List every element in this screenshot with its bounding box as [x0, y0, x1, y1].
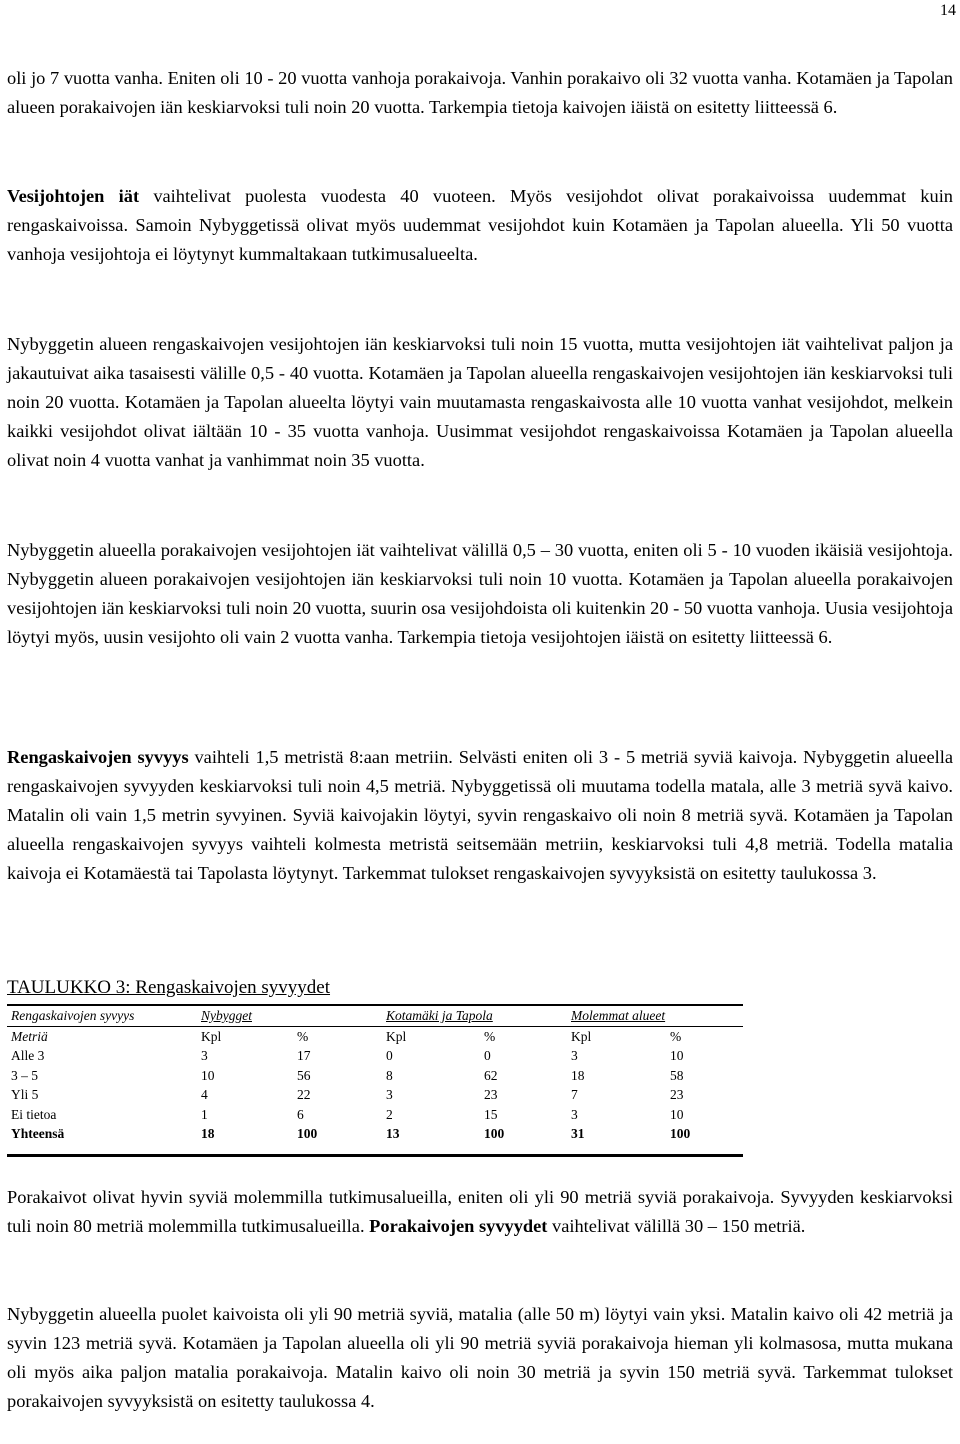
table-total-cell: Yhteensä [11, 1126, 65, 1141]
table-total-cell: 100 [484, 1126, 505, 1141]
keyword-drilled-well-depth: Porakaivojen syvyydet [369, 1216, 548, 1236]
table-header-depth: Rengaskaivojen syvyys [7, 1005, 197, 1026]
paragraph-well-ages: oli jo 7 vuotta vanha. Eniten oli 10 - 20 vuotta vanhoja porakaivoja. Vanhin porakaivo oli 32 vuotta vanha. Kotamäen ja Tapolan alueen porakaivojen iän keskiarvoksi tuli noin 20 vuotta. Tarkempia tietoja kaivojen iäistä on esitetty liitteessä 6. [7, 68, 953, 117]
table-header-kotamaki: Kotamäki ja Tapola [386, 1008, 493, 1023]
table-cell: 3 – 5 [11, 1067, 38, 1083]
table-cell: 3 [201, 1048, 208, 1063]
table-subheader-cell: Kpl [382, 1026, 480, 1046]
table-total-cell: 13 [386, 1126, 400, 1141]
table-subheader-cell: Kpl [197, 1026, 293, 1046]
table-cell: 3 [386, 1087, 393, 1102]
table-cell: 15 [484, 1106, 498, 1122]
paragraph-pipe-ages-text: vaihtelivat puolesta vuodesta 40 vuoteen. Myös vesijohdot olivat porakaivoissa uudemmat kuin rengaskaivoissa. Samoin Nybyggetissä olivat myös uudemmat vesijohdot kuin Kotamäen ja Tapolan alueella. Yli 50 vuotta vanhoja vesijohtoja ei löytynyt kummaltakaan tutkimusalueelta. [7, 186, 953, 264]
table-cell: 10 [670, 1106, 684, 1122]
table-cell: 2 [386, 1106, 393, 1122]
table-row [7, 1085, 743, 1105]
table-subheader-cell: % [293, 1026, 382, 1046]
ring-well-depth-table [7, 1004, 743, 1157]
table-total-row [7, 1124, 743, 1144]
paragraph-ring-well-pipes: Nybyggetin alueen rengaskaivojen vesijohtojen iän keskiarvoksi tuli noin 15 vuotta, mutta vesijohtojen iät vaihtelivat paljon ja jakautuivat aika tasaisesti välille 0,5 - 40 vuotta. Kotamäen ja Tapolan alueella rengaskaivojen vesijohtojen iän keskiarvoksi tuli noin 20 vuotta. Kotamäen ja Tapolan alueelta löytyi vain muutamasta rengaskaivosta alle 10 vuotta vanhat vesijohdot, melkein kaikki vesijohdot olivat iältään 10 - 35 vuotta vanhoja. Uusimmat vesijohdot rengaskaivoissa Kotamäen ja Tapolan alueella olivat noin 4 vuotta vanhat ja vanhimmat noin 35 vuotta. [7, 334, 953, 470]
paragraph-ring-well-depth [7, 743, 953, 888]
table-spacer-row [7, 1144, 743, 1156]
table-cell: 6 [297, 1106, 304, 1122]
table-cell: 22 [297, 1087, 311, 1102]
table-cell: 23 [670, 1087, 684, 1102]
table-cell: 0 [484, 1048, 491, 1063]
table-cell: 56 [297, 1067, 311, 1083]
table-total-cell: 100 [670, 1126, 691, 1141]
paragraph-drilled-well-depth-text2: vaihtelivat välillä 30 – 150 metriä. [547, 1216, 806, 1236]
table-row [7, 1105, 743, 1125]
paragraph-drilled-well-details: Nybyggetin alueella puolet kaivoista oli yli 90 metriä syviä, matalia (alle 50 m) löytyi vain yksi. Matalin kaivo oli 42 metriä ja syvin 123 metriä syvä. Kotamäen ja Tapolan alueella oli yli 90 metriä syviä porakaivoja hieman yli kolmasosa, mutta mukana oli myös aika paljon matalia porakaivoja. Matalin kaivo oli noin 30 metriä ja syvin 150 metriä syvä. Tarkemmat tulokset porakaivojen syvyyksistä on esitetty taulukossa 4. [7, 1304, 953, 1411]
table-row [7, 1066, 743, 1086]
table-total-cell: 100 [297, 1126, 318, 1141]
table-row [7, 1046, 743, 1066]
table-cell: 23 [484, 1087, 498, 1102]
page-number: 14 [940, 2, 956, 19]
table-subheader-cell: % [480, 1026, 567, 1046]
table-cell: Alle 3 [11, 1048, 45, 1063]
table-subheader-cell: % [666, 1026, 743, 1046]
table-subheader-cell: Metriä [7, 1026, 197, 1046]
table-cell: 7 [571, 1087, 578, 1102]
table-header-row [7, 1005, 743, 1026]
table-subheader-cell: Kpl [567, 1026, 666, 1046]
table-cell: 10 [201, 1067, 215, 1083]
table-cell: 8 [386, 1067, 393, 1083]
table-cell: 3 [571, 1106, 578, 1122]
table-cell: 1 [201, 1106, 208, 1122]
table-subheader-row [7, 1026, 743, 1046]
table-cell: 18 [571, 1067, 585, 1083]
table-cell: 17 [297, 1048, 311, 1063]
table-total-cell: 18 [201, 1126, 215, 1141]
table-header-both: Molemmat alueet [571, 1008, 666, 1023]
table-cell: Yli 5 [11, 1087, 39, 1102]
table-header-nybygget: Nybygget [201, 1008, 252, 1023]
keyword-ring-well-depth: Rengaskaivojen syvyys [7, 747, 189, 767]
paragraph-pipe-ages [7, 182, 953, 269]
table-title: TAULUKKO 3: Rengaskaivojen syvyydet [7, 977, 331, 998]
table-cell: Ei tietoa [11, 1106, 57, 1122]
table-cell: 4 [201, 1087, 208, 1102]
paragraph-ring-well-depth-text: vaihteli 1,5 metristä 8:aan metriin. Selvästi eniten oli 3 - 5 metriä syviä kaivoja. Nybyggetin alueella rengaskaivojen syvyyden keskiarvoksi tuli noin 4,5 metriä. Nybyggetissä oli muutama todella matala, alle 3 metriä syvä kaivo. Matalin oli vain 1,5 metrin syvyinen. Syviä kaivojakin löytyi, syvin rengaskaivo oli noin 8 metriä syvä. Kotamäen ja Tapolan alueella rengaskaivojen syvyys vaihteli kolmesta metristä seitsemään metriin, keskiarvoksi tuli 4,8 metriä. Todella matalia kaivoja ei Kotamäestä tai Tapolasta löytynyt. Tarkemmat tulokset rengaskaivojen syvyyksistä on esitetty taulukossa 3. [7, 747, 953, 883]
table-cell: 10 [670, 1048, 684, 1063]
paragraph-drilled-well-depth-text: Porakaivot olivat hyvin syviä molemmilla tutkimusalueilla, eniten oli yli 90 metriä syviä porakaivoja. Syvyyden keskiarvoksi tuli noin 80 metriä molemmilla tutkimusalueilla. [7, 1187, 953, 1236]
keyword-pipe-ages: Vesijohtojen iät [7, 186, 140, 206]
paragraph-drilled-well-depth [7, 1183, 953, 1241]
table-cell: 62 [484, 1067, 498, 1083]
table-cell: 0 [386, 1048, 393, 1063]
table-total-cell: 31 [571, 1126, 585, 1141]
table-cell: 3 [571, 1048, 578, 1063]
paragraph-drilled-well-pipes: Nybyggetin alueella porakaivojen vesijohtojen iät vaihtelivat välillä 0,5 – 30 vuotta, eniten oli 5 - 10 vuoden ikäisiä vesijohtoja. Nybyggetin alueen porakaivojen vesijohtojen iän keskiarvoksi tuli noin 10 vuotta. Kotamäen ja Tapolan alueella porakaivojen vesijohtojen iän keskiarvoksi tuli noin 20 vuotta, suurin osa vesijohdoista oli kuitenkin 20 - 50 vuotta vanhoja. Uusia vesijohtoja löytyi myös, uusin vesijohto oli vain 2 vuotta vanha. Tarkempia tietoja vesijohtojen iäistä on esitetty liitteessä 6. [7, 540, 953, 647]
table-cell: 58 [670, 1067, 684, 1083]
